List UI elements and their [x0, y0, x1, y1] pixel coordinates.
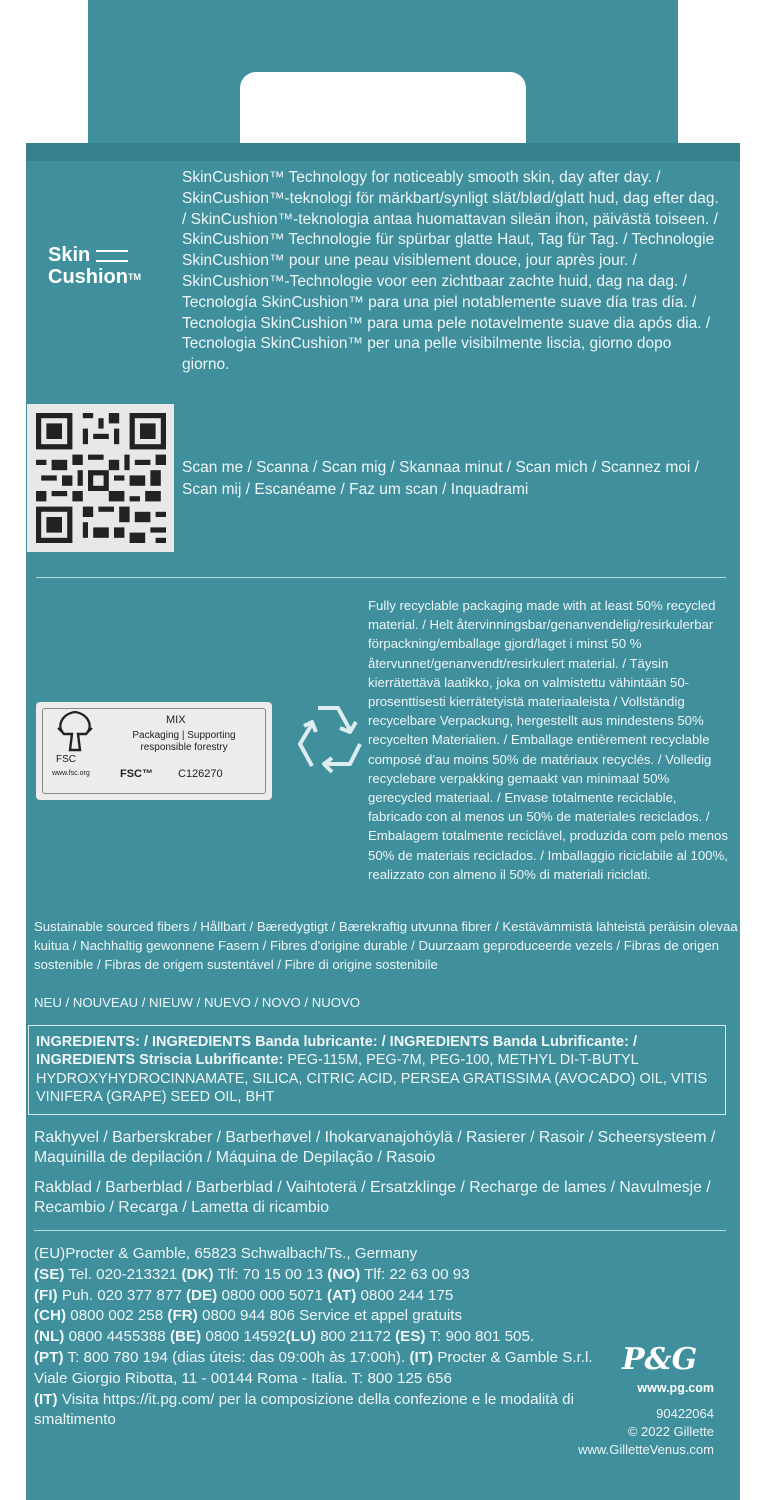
manufacturer-address [34, 1244, 614, 1431]
country-code: (NL) [34, 1328, 65, 1346]
scan-me-text: Scan me / Scanna / Scan mig / Skannaa minut / Scan mich / Scannez moi / Scan mij / Escanéame / Faz um scan / Inquadrami [182, 459, 699, 498]
contact-line [34, 1327, 614, 1348]
contact-detail: Tlf: 70 15 00 13 [213, 1265, 328, 1283]
ingredients-text [36, 1033, 716, 1107]
new-text: NEU / NOUVEAU / NIEUW / NUEVO / NOVO / NUOVO [34, 995, 361, 1010]
sustainable-fibers-text: Sustainable sourced fibers / Hållbart / Bæredygtigt / Bærekraftig utvunna fibrer / Kestävämmistä lähteistä peräisin olevaa kuitua / Nachhaltig gewonnene Fasern / Fibres d'origine durable / Duurzaam geproduceerde vezels / Fibras de origen sostenible / Fibras de origem sustentável / Fibre di origine sostenibile [34, 919, 738, 972]
contact-detail: Puh. 020 377 877 [57, 1286, 186, 1304]
pg-url: www.pg.com [637, 1381, 714, 1395]
contact-detail: Procter & Gamble S.r.l. Viale Giorgio Ribotta, 11 - 00144 Roma - Italia. T: 800 125 656 [34, 1348, 593, 1387]
country-code: (FI) [34, 1286, 58, 1304]
fsc-logo-text: FSC [56, 754, 76, 765]
fsc-url: www.fsc.org [52, 770, 90, 777]
package-top-edge [26, 143, 740, 161]
contact-detail: T: 800 780 194 (dias úteis: das 09:00h às 17:00h). [63, 1348, 410, 1366]
section-divider [36, 577, 726, 578]
wave-icon [96, 250, 128, 262]
contact-detail: 0800 14592 [201, 1328, 286, 1346]
country-code: (CH) [34, 1307, 67, 1325]
contact-line [34, 1265, 614, 1286]
country-code: (IT) [409, 1348, 434, 1366]
contact-detail: 800 21172 [316, 1328, 396, 1346]
country-code: (IT) [34, 1390, 58, 1408]
recycle-icon [290, 700, 368, 778]
contact-lines [34, 1265, 614, 1431]
contact-detail: 0800 000 5071 [217, 1286, 328, 1304]
address-divider [34, 1230, 726, 1231]
skincushion-logo [48, 244, 141, 288]
country-code: (LU) [285, 1328, 317, 1346]
recyclable-packaging-text: Fully recyclable packaging made with at least 50% recycled material. / Helt återvinningsbar/genanvendelig/resirkulerbar förpackning/emballage gjord/laget i minst 50 % återvunnet/genanvendt/resirkulert material. / Täysin kierrätettävä laatikko, joka on valmistettu vähintään 50-prosenttisesti kierrätetyistä materiaaleista / Vollständig recycelbare Verpackung, hergestellt aus mindestens 50% recycelten Materialien. / Emballage entièrement recyclable composé d'au moins 50% de matériaux recyclés. / Volledig recyclebare verpakking gemaakt van minimaal 50% gerecycled materiaal. / Envase totalmente reciclable, fabricado con al menos un 50% de materiales reciclados. / Embalagem totalmente reciclável, produzida com pelo menos 50% de materiais reciclados. / Imballaggio riciclabile al 100%, realizzato con almeno il 50% di materiali riciclati. [368, 598, 728, 882]
contact-line [34, 1390, 614, 1432]
copyright: © 2022 Gillette [627, 1424, 714, 1439]
qr-code-icon[interactable] [27, 404, 174, 552]
contact-detail: 0800 944 806 Service et appel gratuits [197, 1307, 463, 1325]
country-code: (ES) [395, 1328, 426, 1346]
contact-detail: 0800 002 258 [66, 1307, 168, 1325]
fsc-code: C126270 [178, 768, 223, 780]
fsc-mix: MIX [166, 714, 186, 726]
logo-tm: TM [128, 272, 141, 282]
contact-detail: Visita https://it.pg.com/ per la composizione della confezione e le modalità di smaltimento [34, 1390, 574, 1429]
fsc-tree-icon [44, 706, 106, 758]
logo-line1: Skin [48, 244, 91, 266]
country-code: (AT) [327, 1286, 357, 1304]
eu-address: (EU)Procter & Gamble, 65823 Schwalbach/Ts., Germany [34, 1245, 418, 1262]
country-code: (DE) [186, 1286, 218, 1304]
product-info [560, 1405, 714, 1459]
contact-detail: 0800 244 175 [356, 1286, 454, 1304]
fsc-packaging: Packaging | Supporting responsible forestry [132, 730, 236, 753]
country-code: (SE) [34, 1265, 65, 1283]
country-code: (NO) [327, 1265, 361, 1283]
ingredients-heading: INGREDIENTS: / INGREDIENTS Banda lubricante: / INGREDIENTS Banda Lubrificante: / INGREDIENTS Striscia Lubrificante: [36, 1034, 638, 1069]
contact-detail: Tel. 020-213321 [64, 1265, 182, 1283]
fsc-trademark: FSC™ [120, 768, 153, 780]
contact-detail: 0800 4455388 [64, 1328, 170, 1346]
country-code: (BE) [169, 1328, 202, 1346]
contact-line [34, 1306, 614, 1327]
contact-line [34, 1286, 614, 1307]
country-code: (DK) [181, 1265, 214, 1283]
contact-line [34, 1348, 614, 1390]
skincushion-description: SkinCushion™ Technology for noticeably smooth skin, day after day. / SkinCushion™-teknologi för märkbart/synligt slät/blød/glatt hud, dag efter dag. / SkinCushion™-teknologia antaa huomattavan sileän ihon, päivästä toiseen. / SkinCushion™ Technologie für spürbar glatte Haut, Tag für Tag. / Technologie SkinCushion™ pour une peau visiblement douce, jour après jour. / SkinCushion™-Technologie voor een zichtbaar zachte huid, dag na dag. / Tecnología SkinCushion™ para una piel notablemente suave día tras día. / Tecnologia SkinCushion™ para uma pele notavelmente suave dia após dia. / Tecnologia SkinCushion™ per una pelle visibilmente liscia, giorno dopo giorno. [182, 169, 719, 374]
contact-detail: T: 900 801 505. [425, 1328, 535, 1346]
pg-logo: P&G [622, 1342, 698, 1377]
contact-detail: Tlf: 22 63 00 93 [360, 1265, 470, 1283]
website: www.GilletteVenus.com [578, 1442, 714, 1457]
ingredients-list: PEG-115M, PEG-7M, PEG-100, METHYL DI-T-BUTYL HYDROXYHYDROCINNAMATE, SILICA, CITRIC ACID, PERSEA GRATISSIMA (AVOCADO) OIL, VITIS VINIFERA (GRAPE) SEED OIL, BHT [36, 1052, 708, 1106]
country-code: (FR) [167, 1307, 198, 1325]
logo-line2: Cushion [48, 266, 128, 288]
country-code: (PT) [34, 1348, 64, 1366]
fsc-label [36, 702, 272, 800]
blade-text: Rakblad / Barberblad / Barberblad / Vaihtoterä / Ersatzklinge / Recharge de lames / Navulmesje / Recambio / Recarga / Lametta di ricambio [34, 1179, 711, 1217]
razor-text: Rakhyvel / Barberskraber / Barberhøvel / Ihokarvanajohöylä / Rasierer / Rasoir / Scheersysteem / Maquinilla de depilación / Máquina de Depilação / Rasoio [34, 1129, 716, 1167]
qr-code-graphic [36, 413, 166, 543]
product-code: 90422064 [656, 1406, 714, 1421]
